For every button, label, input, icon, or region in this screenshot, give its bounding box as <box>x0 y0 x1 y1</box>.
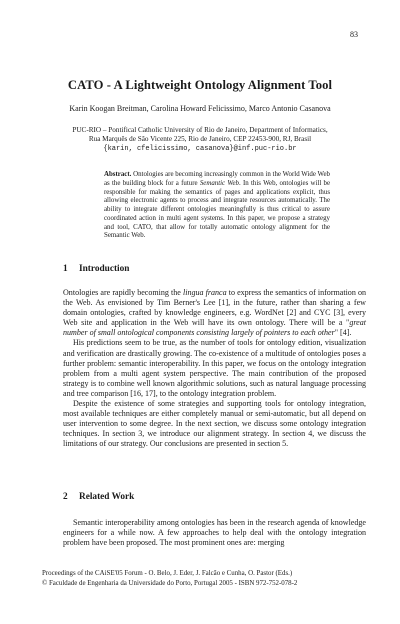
intro-p1-text-2: to express the semantics of information on the Web. As envisioned by Tim Berner's Lee [1], in the future, rather than sharing a few domain ontologies, crafted by knowledge engineers, e.g. WordNet [2] and CYC [3], every Web site and application in the Web will have its own ontology. There will be a " <box>63 288 366 328</box>
paper-title: CATO - A Lightweight Ontology Alignment Tool <box>67 78 333 92</box>
affiliation-line-1: PUC-RIO – Pontifical Catholic University of Rio de Janeiro, Department of Informatics, <box>72 126 328 134</box>
page-number: 83 <box>350 30 358 39</box>
intro-p1-emphasis-1: lingua franca <box>182 288 227 297</box>
affiliation-line-2: Rua Marquês de São Vicente 225, Rio de Janeiro, CEP 22453-900, RJ, Brasil <box>88 135 312 144</box>
intro-paragraph-1 <box>63 288 366 338</box>
footer-line-2: © Faculdade de Engenharia da Universidade do Porto, Portugal 2005 - ISBN 972-752-078-2 <box>42 579 298 587</box>
intro-paragraph-2: His predictions seem to be true, as the number of tools for ontology edition, visualization and verification are drastically growing. The co-existence of a multitude of ontologies poses a further problem: semantic interoperability. In this paper, we focus on the ontology integration problem from a multi agent system perspective. The main contribution of the proposed strategy is to combine well known algorithmic solutions, such as natural language processing and tree comparison [16, 17], to the ontology integration problem. <box>63 338 366 398</box>
abstract <box>104 171 330 241</box>
section-2-body <box>63 518 366 548</box>
affiliation-block <box>0 126 400 154</box>
section-1-body <box>63 288 366 450</box>
intro-p1-text-1: Ontologies are rapidly becoming the <box>63 288 183 297</box>
intro-paragraph-3: Despite the existence of some strategies and supporting tools for ontology integration, most available techniques are either completely manual or semi-automatic, but all depend on user intervention to some degree. In the next section, we discuss some ontology integration techniques. In section 3, we introduce our alignment strategy. In section 4, we discuss the limitations of our strategy. Our conclusions are presented in section 5. <box>63 399 366 449</box>
proceedings-footer <box>42 569 297 588</box>
author-list: Karin Koogan Breitman, Carolina Howard Felicissimo, Marco Antonio Casanova <box>69 104 331 113</box>
intro-p1-text-3: " [4]. <box>334 328 352 338</box>
section-1-number: 1 <box>63 264 68 274</box>
section-2-heading <box>63 492 134 502</box>
section-2-title: Related Work <box>79 492 135 502</box>
abstract-text-2: . In this Web, ontologies will be responsible for making the semantics of pages and applications explicit, thus allowing electronic agents to process and integrate resources automatically. The ability to integrate different ontologies meaningfully is thus critical to assure coordinated action in multi agent systems. In this paper, we propose a strategy and tool, CATO, that allow for totally automatic ontology alignment for the Semantic Web. <box>104 179 331 240</box>
abstract-text-1: Ontologies are becoming increasingly common in the World Wide Web as the building block for a future <box>104 171 330 187</box>
related-work-paragraph-1: Semantic interoperability among ontologies has been in the research agenda of knowledge engineers for a while now. A few approaches to help deal with the ontology integration problem have been proposed. The most prominent ones are: merging <box>63 518 366 548</box>
abstract-label: Abstract. <box>104 171 132 178</box>
section-2-number: 2 <box>63 492 68 502</box>
footer-line-1: Proceedings of the CAiSE'05 Forum - O. Belo, J. Eder, J. Falcão e Cunha, O. Pastor (Eds.) <box>42 570 293 577</box>
section-1-title: Introduction <box>79 264 130 274</box>
abstract-emphasis: Semantic Web <box>199 179 239 187</box>
author-emails: {karin, cfelicissimo, casanova}@inf.puc-rio.br <box>103 144 297 153</box>
intro-p1-emphasis-2: great number of small ontological components consisting largely of pointers to each other <box>63 318 366 338</box>
section-1-heading <box>63 264 129 274</box>
